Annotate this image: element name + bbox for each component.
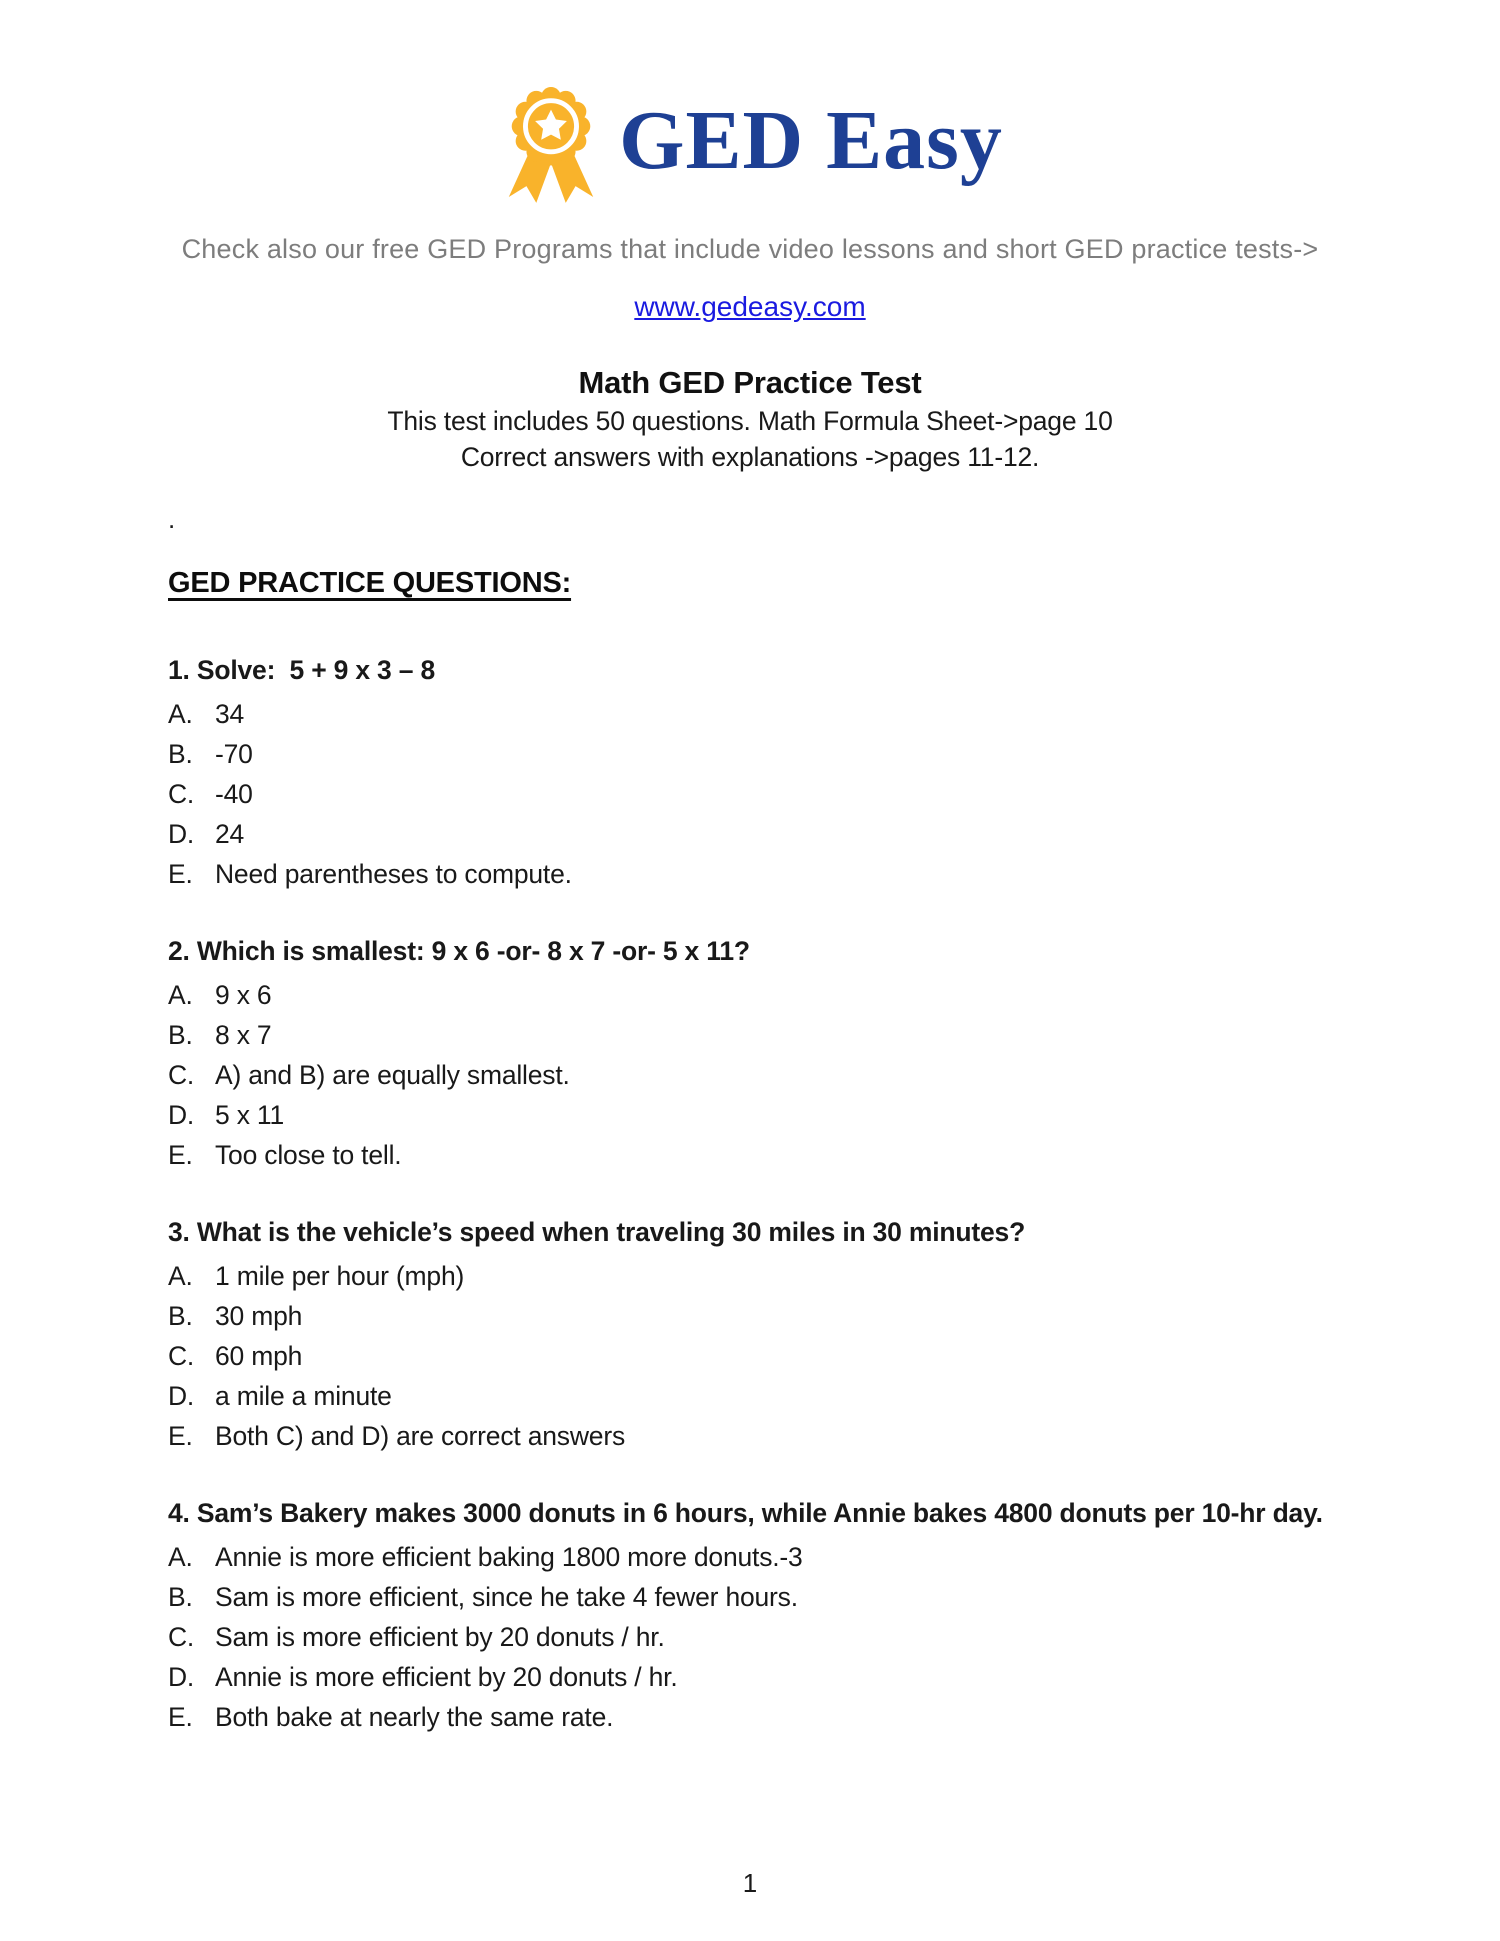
option-text: A) and B) are equally smallest. — [215, 1060, 570, 1090]
option-text: Too close to tell. — [215, 1140, 402, 1170]
option-letter: D. — [168, 1381, 195, 1411]
brand-name: GED Easy — [619, 93, 1003, 187]
question-1-option-e — [168, 854, 1400, 894]
option-letter: B. — [168, 1020, 193, 1050]
option-letter: D. — [168, 1662, 195, 1692]
option-text: Both bake at nearly the same rate. — [215, 1702, 614, 1732]
option-text: Annie is more efficient by 20 donuts / hr. — [215, 1662, 678, 1692]
option-text: a mile a minute — [215, 1381, 392, 1411]
question-4-option-e — [168, 1697, 1400, 1737]
option-text: -40 — [215, 779, 253, 809]
question-4-option-b — [168, 1577, 1400, 1617]
question-1-title: 1. Solve: 5 + 9 x 3 – 8 — [168, 655, 435, 685]
option-letter: B. — [168, 739, 193, 769]
option-text: 8 x 7 — [215, 1020, 272, 1050]
option-text: Sam is more efficient, since he take 4 fewer hours. — [215, 1582, 798, 1612]
option-text: Both C) and D) are correct answers — [215, 1421, 625, 1451]
question-3-option-a — [168, 1256, 1400, 1296]
option-letter: E. — [168, 1421, 193, 1451]
option-letter: C. — [168, 1341, 195, 1371]
page-number: 1 — [742, 1868, 758, 1898]
question-4-title: 4. Sam’s Bakery makes 3000 donuts in 6 hours, while Annie bakes 4800 donuts per 10-hr day. — [168, 1498, 1323, 1528]
option-text: 9 x 6 — [215, 980, 272, 1010]
subtitle-line-2: Correct answers with explanations ->pages 11-12. — [460, 442, 1040, 472]
question-2-option-c — [168, 1055, 1400, 1095]
question-2-option-d — [168, 1095, 1400, 1135]
question-3-option-e — [168, 1416, 1400, 1456]
question-1-option-c — [168, 774, 1400, 814]
option-letter: E. — [168, 1702, 193, 1732]
question-2-option-b — [168, 1015, 1400, 1055]
option-letter: E. — [168, 1140, 193, 1170]
option-letter: C. — [168, 1622, 195, 1652]
option-letter: B. — [168, 1582, 193, 1612]
option-letter: C. — [168, 779, 195, 809]
option-letter: A. — [168, 1542, 193, 1572]
subtitle-line-1: This test includes 50 questions. Math Formula Sheet->page 10 — [387, 406, 1113, 436]
question-2-option-e — [168, 1135, 1400, 1175]
question-4-option-c — [168, 1617, 1400, 1657]
stray-dot: . — [168, 504, 176, 534]
option-text: 30 mph — [215, 1301, 303, 1331]
option-letter: D. — [168, 819, 195, 849]
question-1 — [168, 650, 1400, 894]
option-letter: C. — [168, 1060, 195, 1090]
option-letter: D. — [168, 1100, 195, 1130]
option-text: -70 — [215, 739, 253, 769]
option-text: Sam is more efficient by 20 donuts / hr. — [215, 1622, 665, 1652]
page-title: Math GED Practice Test — [578, 365, 922, 400]
question-2-title: 2. Which is smallest: 9 x 6 -or- 8 x 7 -or- 5 x 11? — [168, 936, 750, 966]
option-text: 34 — [215, 699, 245, 729]
option-text: Annie is more efficient baking 1800 more donuts.-3 — [215, 1542, 803, 1572]
option-letter: B. — [168, 1301, 193, 1331]
question-3-option-c — [168, 1336, 1400, 1376]
question-3-option-d — [168, 1376, 1400, 1416]
question-4-option-a — [168, 1537, 1400, 1577]
section-heading: GED PRACTICE QUESTIONS: — [168, 567, 572, 599]
medal-star-icon — [497, 75, 605, 205]
option-text: Need parentheses to compute. — [215, 859, 572, 889]
question-1-option-d — [168, 814, 1400, 854]
option-letter: A. — [168, 980, 193, 1010]
question-1-option-b — [168, 734, 1400, 774]
logo — [0, 64, 1500, 216]
question-3 — [168, 1212, 1400, 1456]
promo-text: Check also our free GED Programs that include video lessons and short GED practice tests-> — [181, 234, 1319, 264]
option-text: 1 mile per hour (mph) — [215, 1261, 465, 1291]
link-line — [0, 291, 1500, 323]
option-text: 24 — [215, 819, 245, 849]
website-link[interactable]: www.gedeasy.com — [634, 291, 866, 322]
questions-section — [0, 504, 1500, 1737]
option-text: 5 x 11 — [215, 1100, 285, 1130]
option-letter: E. — [168, 859, 193, 889]
question-4 — [168, 1493, 1400, 1737]
question-1-option-a — [168, 694, 1400, 734]
question-4-option-d — [168, 1657, 1400, 1697]
option-letter: A. — [168, 699, 193, 729]
question-2 — [168, 931, 1400, 1175]
document-header — [0, 0, 1500, 473]
option-text: 60 mph — [215, 1341, 303, 1371]
question-2-option-a — [168, 975, 1400, 1015]
option-letter: A. — [168, 1261, 193, 1291]
question-3-option-b — [168, 1296, 1400, 1336]
question-3-title: 3. What is the vehicle’s speed when traveling 30 miles in 30 minutes? — [168, 1217, 1026, 1247]
